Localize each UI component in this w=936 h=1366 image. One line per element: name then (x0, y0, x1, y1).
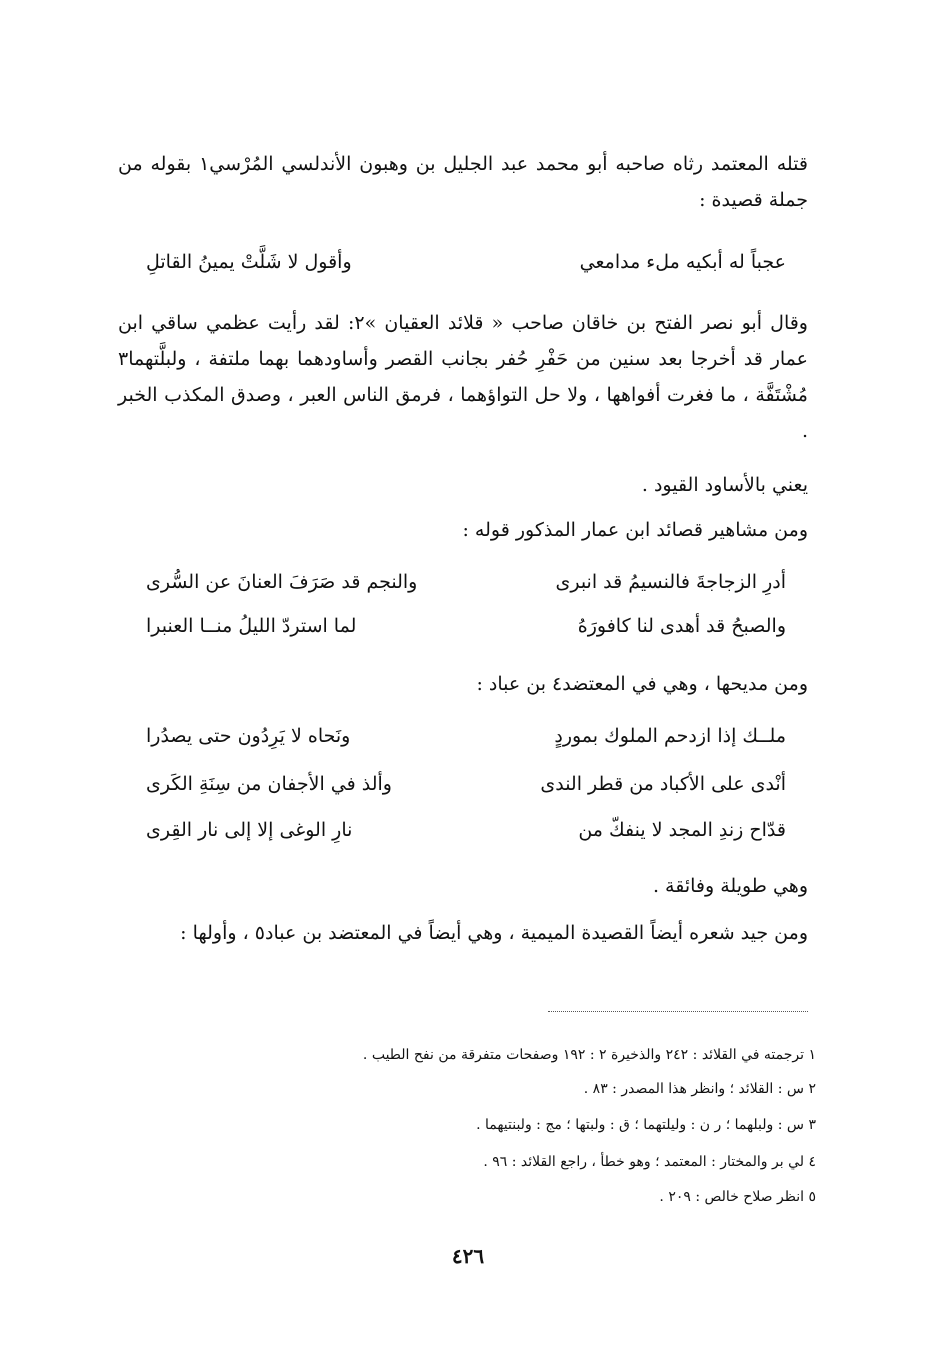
verse-line-2 (146, 564, 786, 600)
paragraph-text: يعني بالأساود القيود . (641, 474, 808, 496)
page-number: ٤٢٦ (451, 1244, 485, 1268)
verse-hemistich-first: ملــك إذا ازدحم الملوك بموردٍ (554, 725, 786, 747)
paragraph-text: ومن مديحها ، وهي في المعتضد٤ بن عباد : (476, 673, 808, 695)
footnote-1: ١ ترجمته في القلائد : ٢٤٢ والذخيرة ٢ : ١٩٢ وصفحات متفرقة من نفح الطيب . (362, 1047, 816, 1063)
footnote-5: ٥ انظر صلاح خالص : ٢٠٩ . (659, 1189, 816, 1205)
verse-hemistich-first: عجباً له أبكيه ملء مدامعي (579, 251, 786, 273)
paragraph-tawila (118, 868, 808, 904)
footnote-separator (548, 1011, 808, 1012)
paragraph-text: وهي طويلة وفائقة . (652, 875, 808, 897)
verse-hemistich-second: والنجم قد صَرَفَ العنانَ عن السُّرى (146, 571, 418, 593)
footnote-3: ٣ س : ولبلهما ؛ ر ن : وليلتهما ؛ ق : ولبتها ؛ مج : ولبنتيهما . (476, 1117, 816, 1133)
paragraph-mashahir (118, 512, 808, 548)
paragraph-text: ومن جيد شعره أيضاً القصيدة الميمية ، وهي أيضاً في المعتضد بن عباد٥ ، وأولها : (180, 922, 808, 944)
verse-hemistich-second: وأقول لا شَلَّتْ يمينُ القاتلِ (146, 251, 352, 273)
verse-hemistich-first: أنْدى على الأكباد من قطر الندى (540, 773, 786, 795)
verse-line-3 (146, 608, 786, 644)
paragraph-intro (118, 146, 808, 218)
paragraph-madih (118, 666, 808, 702)
paragraph-text: وقال أبو نصر الفتح بن خاقان صاحب « قلائد العقيان »٢: لقد رأيت عظمي ساقي ابن عمار قد أخرجا بعد سنين من حَفْرِ حُفر بجانب القصر وأساودهما بهما ملتفة ، ولبلَّتهما٣ مُشْتَفَّة ، ما فغرت أفواهها ، ولا حل التواؤهما ، فرمق الناس العبر ، وصدق المكذب الخبر . (118, 312, 808, 442)
paragraph-aswad (118, 467, 808, 503)
verse-hemistich-first: قدّاح زندِ المجد لا ينفكّ من (578, 819, 786, 841)
paragraph-text: ومن مشاهير قصائد ابن عمار المذكور قوله : (462, 519, 808, 541)
verse-hemistich-second: ونَحاه لا يَرِدُون حتى يصدُرا (146, 725, 351, 747)
verse-hemistich-first: والصبحُ قد أهدى لنا كافورَهُ (577, 615, 786, 637)
verse-line-4 (146, 718, 786, 754)
verse-hemistich-second: وألذ في الأجفان من سِنَةِ الكَرى (146, 773, 392, 795)
footnote-4: ٤ لي بر والمختار : المعتمد ؛ وهو خطأ ، راجع القلائد : ٩٦ . (483, 1154, 816, 1170)
verse-line-5 (146, 766, 786, 802)
verse-line-1 (146, 244, 786, 280)
verse-line-6 (146, 812, 786, 848)
verse-hemistich-first: أدرِ الزجاجةَ فالنسيمُ قد انبرى (555, 571, 786, 593)
footnote-2: ٢ س : القلائد ؛ وانظر هذا المصدر : ٨٣ . (583, 1081, 816, 1097)
verse-hemistich-second: لما استردّ الليلُ منــا العنبرا (146, 615, 357, 637)
verse-hemistich-second: نارِ الوغى إلا إلى نار القِرى (146, 819, 353, 841)
paragraph-qalaid (118, 305, 808, 449)
paragraph-text: قتله المعتمد رثاه صاحبه أبو محمد عبد الجليل بن وهبون الأندلسي المُرْسي١ بقوله من جملة قصيدة : (118, 153, 808, 211)
paragraph-mimiyya (118, 915, 808, 951)
